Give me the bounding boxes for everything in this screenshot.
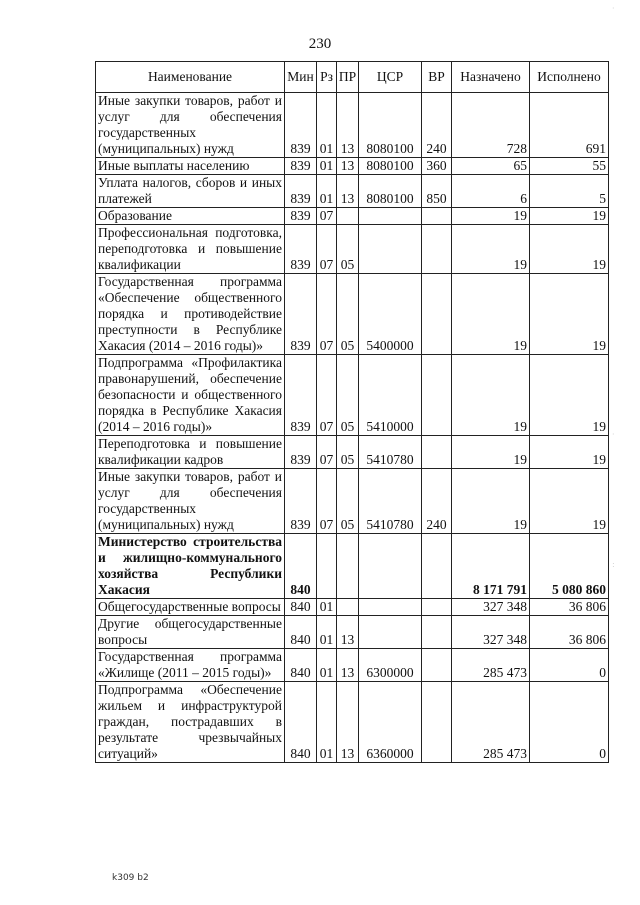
row-name: Государственная программа «Обеспечение общественного порядка и противодействие преступности в Республике Хакасия (2014 – 2016 годы)» bbox=[96, 274, 285, 355]
margin-mark: · bbox=[612, 430, 615, 439]
row-pr: 05 bbox=[337, 225, 359, 274]
row-min: 839 bbox=[285, 93, 317, 158]
row-min: 839 bbox=[285, 274, 317, 355]
row-assigned: 19 bbox=[452, 469, 530, 534]
row-min: 840 bbox=[285, 682, 317, 763]
table-row bbox=[96, 534, 609, 599]
row-name: Переподготовка и повышение квалификации кадров bbox=[96, 436, 285, 469]
row-pr: 05 bbox=[337, 469, 359, 534]
row-executed: 19 bbox=[530, 208, 609, 225]
header-pr: ПР bbox=[337, 62, 359, 93]
row-rz: 07 bbox=[317, 436, 337, 469]
row-vr: 850 bbox=[422, 175, 452, 208]
row-assigned: 65 bbox=[452, 158, 530, 175]
row-vr: 240 bbox=[422, 93, 452, 158]
footer-code: k309 b2 bbox=[112, 873, 149, 883]
row-vr: 360 bbox=[422, 158, 452, 175]
table-row bbox=[96, 175, 609, 208]
row-pr: 13 bbox=[337, 175, 359, 208]
row-min: 840 bbox=[285, 534, 317, 599]
table-row bbox=[96, 93, 609, 158]
row-csr bbox=[359, 534, 422, 599]
row-name: Образование bbox=[96, 208, 285, 225]
row-csr: 8080100 bbox=[359, 93, 422, 158]
row-assigned: 19 bbox=[452, 436, 530, 469]
row-name: Иные закупки товаров, работ и услуг для обеспечения государственных (муниципальных) нужд bbox=[96, 93, 285, 158]
row-name: Иные выплаты населению bbox=[96, 158, 285, 175]
row-name: Подпрограмма «Обеспечение жильем и инфраструктурой граждан, пострадавших в результате чрезвычайных ситуаций» bbox=[96, 682, 285, 763]
row-name: Уплата налогов, сборов и иных платежей bbox=[96, 175, 285, 208]
row-min: 840 bbox=[285, 649, 317, 682]
header-name: Наименование bbox=[96, 62, 285, 93]
row-assigned: 285 473 bbox=[452, 682, 530, 763]
row-rz: 01 bbox=[317, 616, 337, 649]
row-assigned: 8 171 791 bbox=[452, 534, 530, 599]
page-number: 230 bbox=[308, 36, 332, 52]
row-pr: 05 bbox=[337, 355, 359, 436]
row-vr: 240 bbox=[422, 469, 452, 534]
row-min: 839 bbox=[285, 225, 317, 274]
row-rz: 07 bbox=[317, 355, 337, 436]
table-row bbox=[96, 682, 609, 763]
header-vr: ВР bbox=[422, 62, 452, 93]
row-executed: 19 bbox=[530, 436, 609, 469]
table-row bbox=[96, 208, 609, 225]
row-executed: 5 bbox=[530, 175, 609, 208]
row-pr: 13 bbox=[337, 649, 359, 682]
row-csr: 5400000 bbox=[359, 274, 422, 355]
row-rz: 01 bbox=[317, 158, 337, 175]
table-row bbox=[96, 436, 609, 469]
table-row bbox=[96, 225, 609, 274]
row-csr: 5410000 bbox=[359, 355, 422, 436]
row-rz: 07 bbox=[317, 208, 337, 225]
row-vr bbox=[422, 355, 452, 436]
row-rz: 01 bbox=[317, 93, 337, 158]
row-executed: 691 bbox=[530, 93, 609, 158]
row-name: Иные закупки товаров, работ и услуг для обеспечения государственных (муниципальных) нужд bbox=[96, 469, 285, 534]
row-csr bbox=[359, 225, 422, 274]
table-row bbox=[96, 274, 609, 355]
row-executed: 19 bbox=[530, 274, 609, 355]
row-rz: 07 bbox=[317, 469, 337, 534]
row-vr bbox=[422, 616, 452, 649]
margin-mark: : bbox=[612, 560, 615, 569]
header-assigned: Назначено bbox=[452, 62, 530, 93]
row-min: 839 bbox=[285, 208, 317, 225]
row-name: Министерство строительства и жилищно-коммунального хозяйства Республики Хакасия bbox=[96, 534, 285, 599]
row-executed: 0 bbox=[530, 682, 609, 763]
row-executed: 36 806 bbox=[530, 616, 609, 649]
budget-table bbox=[95, 61, 609, 763]
row-rz: 01 bbox=[317, 599, 337, 616]
row-pr: 05 bbox=[337, 436, 359, 469]
row-csr: 6360000 bbox=[359, 682, 422, 763]
row-csr: 8080100 bbox=[359, 158, 422, 175]
row-assigned: 327 348 bbox=[452, 599, 530, 616]
row-assigned: 19 bbox=[452, 225, 530, 274]
row-csr bbox=[359, 599, 422, 616]
table-row bbox=[96, 649, 609, 682]
row-vr bbox=[422, 599, 452, 616]
row-vr bbox=[422, 208, 452, 225]
row-executed: 19 bbox=[530, 225, 609, 274]
row-assigned: 19 bbox=[452, 355, 530, 436]
row-min: 840 bbox=[285, 616, 317, 649]
row-name: Общегосударственные вопросы bbox=[96, 599, 285, 616]
row-assigned: 327 348 bbox=[452, 616, 530, 649]
row-assigned: 285 473 bbox=[452, 649, 530, 682]
row-name: Государственная программа «Жилище (2011 – 2015 годы)» bbox=[96, 649, 285, 682]
row-rz bbox=[317, 534, 337, 599]
row-name: Профессиональная подготовка, переподготовка и повышение квалификации bbox=[96, 225, 285, 274]
header-rz: Рз bbox=[317, 62, 337, 93]
row-rz: 07 bbox=[317, 274, 337, 355]
row-vr bbox=[422, 682, 452, 763]
margin-mark: · bbox=[612, 4, 615, 13]
row-executed: 19 bbox=[530, 469, 609, 534]
table-row bbox=[96, 599, 609, 616]
row-vr bbox=[422, 225, 452, 274]
row-min: 839 bbox=[285, 436, 317, 469]
row-executed: 0 bbox=[530, 649, 609, 682]
row-rz: 01 bbox=[317, 682, 337, 763]
row-executed: 5 080 860 bbox=[530, 534, 609, 599]
row-executed: 36 806 bbox=[530, 599, 609, 616]
row-executed: 19 bbox=[530, 355, 609, 436]
row-rz: 01 bbox=[317, 175, 337, 208]
row-csr: 8080100 bbox=[359, 175, 422, 208]
row-pr bbox=[337, 208, 359, 225]
header-min: Мин bbox=[285, 62, 317, 93]
row-csr: 5410780 bbox=[359, 436, 422, 469]
table-header-row bbox=[96, 62, 609, 93]
row-assigned: 728 bbox=[452, 93, 530, 158]
row-vr bbox=[422, 274, 452, 355]
row-pr bbox=[337, 599, 359, 616]
row-pr: 05 bbox=[337, 274, 359, 355]
row-min: 839 bbox=[285, 469, 317, 534]
row-csr bbox=[359, 208, 422, 225]
row-name: Подпрограмма «Профилактика правонарушений, обеспечение безопасности и общественного порядка в Республике Хакасия (2014 – 2016 годы)» bbox=[96, 355, 285, 436]
row-min: 839 bbox=[285, 175, 317, 208]
row-csr: 6300000 bbox=[359, 649, 422, 682]
row-min: 839 bbox=[285, 158, 317, 175]
row-pr: 13 bbox=[337, 682, 359, 763]
row-assigned: 19 bbox=[452, 208, 530, 225]
row-assigned: 6 bbox=[452, 175, 530, 208]
row-vr bbox=[422, 534, 452, 599]
row-min: 839 bbox=[285, 355, 317, 436]
row-min: 840 bbox=[285, 599, 317, 616]
row-rz: 01 bbox=[317, 649, 337, 682]
row-rz: 07 bbox=[317, 225, 337, 274]
row-vr bbox=[422, 436, 452, 469]
row-vr bbox=[422, 649, 452, 682]
row-pr: 13 bbox=[337, 93, 359, 158]
header-executed: Исполнено bbox=[530, 62, 609, 93]
header-csr: ЦСР bbox=[359, 62, 422, 93]
table-row bbox=[96, 469, 609, 534]
table-row bbox=[96, 158, 609, 175]
row-pr bbox=[337, 534, 359, 599]
row-assigned: 19 bbox=[452, 274, 530, 355]
table-row bbox=[96, 616, 609, 649]
row-pr: 13 bbox=[337, 158, 359, 175]
row-csr bbox=[359, 616, 422, 649]
table-row bbox=[96, 355, 609, 436]
row-executed: 55 bbox=[530, 158, 609, 175]
row-csr: 5410780 bbox=[359, 469, 422, 534]
row-pr: 13 bbox=[337, 616, 359, 649]
row-name: Другие общегосударственные вопросы bbox=[96, 616, 285, 649]
